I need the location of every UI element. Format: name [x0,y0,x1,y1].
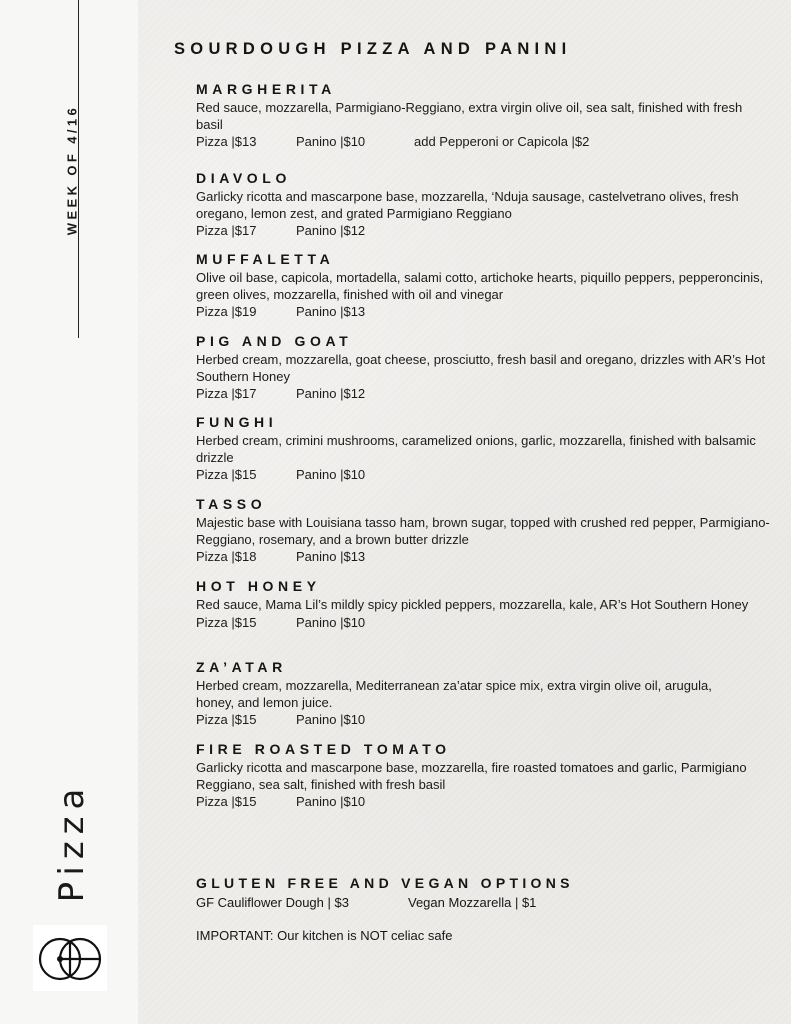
gluten-free-options [196,895,536,910]
price-row [196,466,771,483]
pizza-price: Pizza |$13 [196,134,257,149]
price-row [196,303,771,320]
week-label: WEEK OF 4/16 [64,104,80,236]
item-description: Herbed cream, crimini mushrooms, caramelized onions, garlic, mozzarella, finished with balsamic drizzle [196,433,756,465]
panino-price: Panino |$10 [296,134,366,149]
price-row [196,793,771,810]
menu-item-hot-honey [196,578,771,631]
item-name: HOT HONEY [196,578,321,594]
panino-price: Panino |$10 [296,794,366,809]
panino-price: Panino |$12 [296,223,366,238]
item-name: FUNGHI [196,414,278,430]
menu-item-pig-and-goat [196,333,771,402]
pizza-price: Pizza |$15 [196,794,257,809]
pizza-price: Pizza |$17 [196,223,257,238]
interlocking-circles-logo-icon [33,925,107,991]
addon-price: add Pepperoni or Capicola |$2 [414,134,590,149]
menu-title: SOURDOUGH PIZZA AND PANINI [174,40,572,58]
item-name: MUFFALETTA [196,251,335,267]
item-description: Garlicky ricotta and mascarpone base, mozzarella, ‘Nduja sausage, castelvetrano olives, fresh oregano, lemon zest, and grated Parmigiano Reggiano [196,189,739,221]
price-row [196,385,771,402]
item-name: ZA’ATAR [196,659,287,675]
menu-item-muffaletta [196,251,771,320]
item-description: Herbed cream, mozzarella, Mediterranean za’atar spice mix, extra virgin olive oil, arugula, honey, and lemon juice. [196,678,712,710]
item-name: DIAVOLO [196,170,291,186]
menu-item-fire-roasted-tomato [196,741,771,810]
price-row [196,614,771,631]
menu-item-tasso [196,496,771,565]
menu-item-funghi [196,414,771,483]
item-description: Garlicky ricotta and mascarpone base, mozzarella, fire roasted tomatoes and garlic, Parmigiano Reggiano, sea salt, finished with fresh basil [196,760,747,792]
pizza-price: Pizza |$15 [196,467,257,482]
pizza-price: Pizza |$17 [196,386,257,401]
panino-price: Panino |$10 [296,467,366,482]
item-name: FIRE ROASTED TOMATO [196,741,451,757]
item-name: PIG AND GOAT [196,333,353,349]
panino-price: Panino |$13 [296,549,366,564]
vegan-mozzarella-price: Vegan Mozzarella | $1 [408,895,537,910]
menu-item-diavolo [196,170,771,239]
celiac-warning-note: IMPORTANT: Our kitchen is NOT celiac safe [196,928,453,943]
gluten-free-title: GLUTEN FREE AND VEGAN OPTIONS [196,875,574,891]
pizza-price: Pizza |$19 [196,304,257,319]
sidebar [0,0,138,1024]
panino-price: Panino |$13 [296,304,366,319]
item-description: Red sauce, mozzarella, Parmigiano-Reggiano, extra virgin olive oil, sea salt, finished with fresh basil [196,100,743,132]
item-description: Olive oil base, capicola, mortadella, salami cotto, artichoke hearts, piquillo peppers, pepperoncinis, green olives, mozzarella, finished with oil and vinegar [196,270,764,302]
item-description: Majestic base with Louisiana tasso ham, brown sugar, topped with crushed red pepper, Parmigiano-Reggiano, rosemary, and a brown butter drizzle [196,515,770,547]
price-row [196,548,771,565]
panino-price: Panino |$10 [296,712,366,727]
item-description: Herbed cream, mozzarella, goat cheese, prosciutto, fresh basil and oregano, drizzles with AR’s Hot Southern Honey [196,352,766,384]
item-name: MARGHERITA [196,81,336,97]
price-row [196,222,771,239]
pizza-price: Pizza |$18 [196,549,257,564]
brand-word: Pizza [52,781,92,903]
pizza-price: Pizza |$15 [196,712,257,727]
price-row [196,711,771,728]
item-description: Red sauce, Mama Lil’s mildly spicy pickled peppers, mozzarella, kale, AR’s Hot Southern Honey [196,597,749,612]
price-row [196,133,771,150]
pizza-price: Pizza |$15 [196,614,257,630]
panino-price: Panino |$10 [296,614,366,630]
menu-item-margherita [196,81,771,150]
logo [33,925,107,991]
menu-item-zaatar [196,659,771,728]
panino-price: Panino |$12 [296,386,366,401]
item-name: TASSO [196,496,267,512]
gf-dough-price: GF Cauliflower Dough | $3 [196,895,349,910]
